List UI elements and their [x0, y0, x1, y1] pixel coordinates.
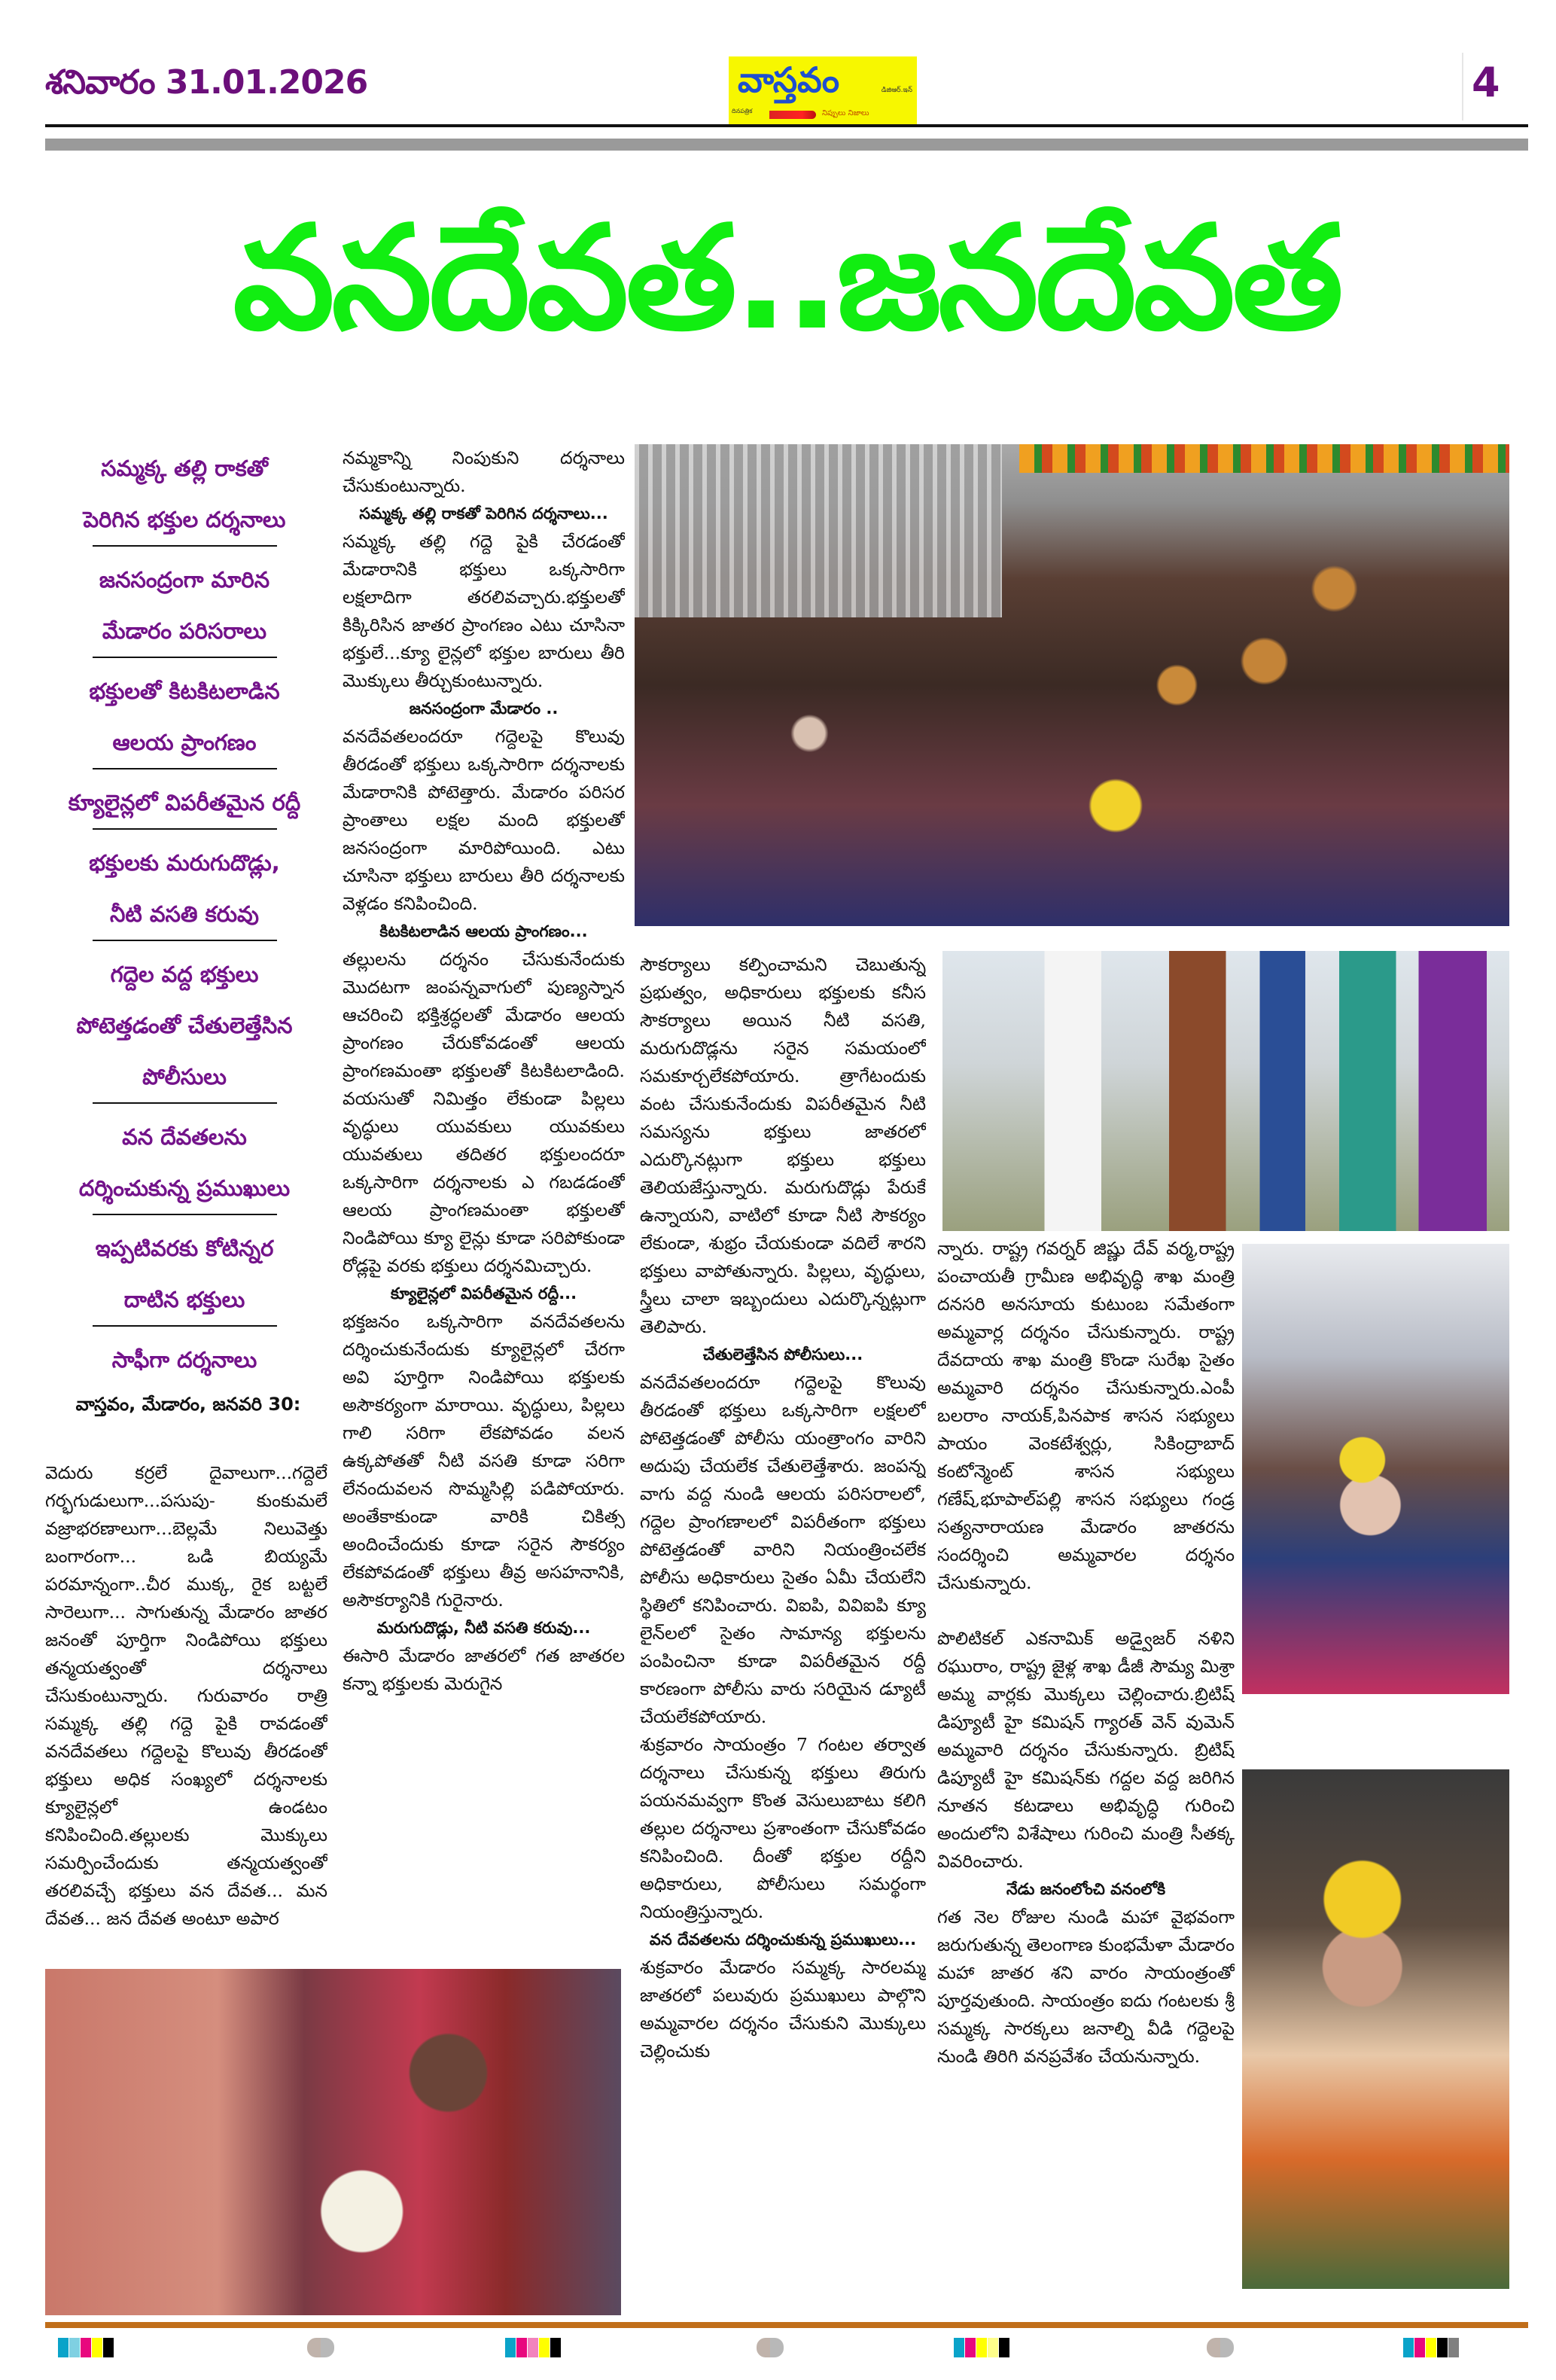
- highlight-line: మేడారం పరిసరాలు: [102, 618, 267, 644]
- color-swatch: [976, 2338, 987, 2357]
- color-swatch: [103, 2338, 114, 2357]
- highlight-divider: [93, 1214, 277, 1215]
- color-swatch: [58, 2338, 69, 2357]
- highlight-divider: [93, 768, 277, 769]
- highlight-line: సమ్మక్క తల్లి రాకతో: [101, 456, 268, 481]
- logo-registration: డిజిఆర్.ఇన్: [881, 87, 912, 94]
- highlight-item: [45, 443, 324, 550]
- color-swatch: [988, 2338, 998, 2357]
- article-paragraph: శుక్రవారం సాయంత్రం 7 గంటల తర్వాత దర్శనాలు చేసుకున్న భక్తులు తిరుగు పయనమవ్వగా కొంత వెసులుబాటు కలిగి తల్లుల దర్శనాలు ప్రశాంతంగా చేసుకోవడం కనిపించింది. దీంతో భక్తుల రద్దీని అధికారులు, పోలీసులు సమర్థంగా నియంత్రిస్తున్నారు.: [640, 1734, 926, 1922]
- highlight-item: [45, 1111, 324, 1218]
- highlight-item: [45, 1223, 324, 1330]
- highlight-line: గద్దెల వద్ద భక్తులు: [110, 961, 259, 987]
- page-number: 4: [1472, 59, 1500, 106]
- dignitaries-photo: [942, 951, 1509, 1231]
- dateline: వాస్తవం, మేడారం, జనవరి 30:: [75, 1394, 301, 1415]
- highlight-line: ఇప్పటివరకు కోటిన్నర: [95, 1236, 274, 1261]
- color-swatch: [965, 2338, 976, 2357]
- article-column-3: [640, 951, 926, 2318]
- article-subheading: క్యూలైన్లలో విపరీతమైన రద్దీ...: [390, 1284, 577, 1303]
- article-paragraph: పొలిటికల్ ఎకనామిక్ అడ్వైజర్ నళిని రఘురాం, రాష్ట్ర జైళ్ల శాఖ డీజీ సౌమ్య మిశ్రా అమ్మ వార్లకు మొక్కలు చెల్లించారు.బ్రిటిష్ డిప్యూటీ హై కమిషన్ గ్యారత్ వెన్ వుమెన్ అమ్మవారి దర్శనం చేసుకున్నారు. బ్రిటిష్ డిప్యూటీ హై కమిషన్‌కు గద్దల వద్ద జరిగిన నూతన కటడాలు అభివృద్ధి గురించి అందులోని విశేషాలు గురించి మంత్రి సీతక్క వివరించారు.: [937, 1628, 1235, 1872]
- highlight-line: సాఫీగా దర్శనాలు: [111, 1347, 257, 1373]
- highlight-item: [45, 666, 324, 773]
- article-column-1: [45, 1459, 327, 1961]
- color-swatch: [528, 2338, 538, 2357]
- article-subheading: జనసంద్రంగా మేడారం ..: [409, 699, 559, 718]
- color-swatch: [1448, 2338, 1459, 2357]
- article-subheading: సమ్మక్క తల్లి రాకతో పెరిగిన దర్శనాలు...: [359, 504, 608, 523]
- color-swatch: [954, 2338, 964, 2357]
- highlight-line: పోలీసులు: [142, 1064, 227, 1089]
- crowd-photo: [635, 444, 1509, 926]
- page-headline: వనదేవత..జనదేవత: [233, 195, 1341, 361]
- color-swatch: [1426, 2338, 1436, 2357]
- highlight-line: క్యూలైన్లలో విపరీతమైన రద్దీ: [68, 790, 301, 815]
- article-paragraph: శుక్రవారం మేడారం సమ్మక్క సారలమ్మ జాతరలో పలువురు ప్రముఖులు పాల్గొని అమ్మవారల దర్శనం చేసుకుని మొక్కులు చెల్లించుకు: [640, 1957, 926, 2062]
- highlight-line: భక్తులతో కిటకిటలాడిన: [89, 678, 280, 704]
- article-paragraph: సమ్మక్క తల్లి గద్దె పైకి చేరడంతో మేడారానికి భక్తులు ఒక్కసారిగా లక్షలాదిగా తరలివచ్చారు.భక్తులతో కిక్కిరిసిన జాతర ప్రాంగణం ఎటు చూసినా భక్తులే...క్యూ లైన్లలో భక్తుల బారులు తీరి మొక్కులు తీర్చుకుంటున్నారు.: [343, 531, 625, 691]
- color-swatch: [999, 2338, 1009, 2357]
- color-swatch: [1414, 2338, 1425, 2357]
- color-swatch: [1403, 2338, 1414, 2357]
- edition-date: శనివారం 31.01.2026: [45, 63, 368, 102]
- registration-mark: [307, 2338, 334, 2357]
- color-bar: [505, 2338, 562, 2357]
- highlight-divider: [93, 545, 277, 547]
- logo-tagline: నిప్పులు నిజాలు: [822, 109, 869, 117]
- color-swatch: [550, 2338, 561, 2357]
- article-paragraph: న్నారు. రాష్ట్ర గవర్నర్ జిష్ణు దేవ్ వర్మ,రాష్ట్ర పంచాయతీ గ్రామీణ అభివృద్ధి శాఖ మంత్రి దనసరి అనసూయ కుటుంబ సమేతంగా అమ్మవార్ల దర్శనం చేసుకున్నారు. రాష్ట్ర దేవదాయ శాఖ మంత్రి కొండా సురేఖ సైతం అమ్మవారి దర్శనం చేసుకున్నారు.ఎంపీ బలరాం నాయక్,పినపాక శాసన సభ్యులు పాయం వెంకటేశ్వర్లు, సికింద్రాబాద్ కంటోన్మెంట్ శాసన సభ్యులు గణేష్,భూపాల్‌పల్లి శాసన సభ్యులు గండ్ర సత్యనారాయణ మేడారం జాతరను సందర్శించి అమ్మవారల దర్శనం చేసుకున్నారు.: [937, 1238, 1235, 1593]
- article-column-2: [343, 444, 625, 1950]
- highlight-line: నీటి వసతి కరువు: [110, 901, 259, 927]
- highlight-line: ఆలయ ప్రాంగణం: [112, 730, 257, 755]
- highlight-item: [45, 949, 324, 1107]
- article-paragraph: భక్తజనం ఒక్కసారిగా వనదేవతలను దర్శించుకునేందుకు క్యూలైన్లలో చేరగా అవి పూర్తిగా నిండిపోయి భక్తులకు అసౌకర్యంగా మారాయి. వృద్ధులు, పిల్లలు గాలి సరిగా లేకపోవడం వలన ఉక్కపోతతో నీటి వసతి కూడా సరిగా లేనందువలన సొమ్మసిల్లి పడిపోయారు. అంతేకాకుండా వారికి చికిత్స అందించేందుకు కూడా సరైన సౌకర్యం లేకపోవడంతో భక్తులు తీవ్ర అసహనానికి, అసౌకర్యానికి గురైనారు.: [343, 1311, 625, 1611]
- article-paragraph: వనదేవతలందరూ గద్దెలపై కొలువు తీరడంతో భక్తులు ఒక్కసారిగా దర్శనాలకు మేడారానికి పోటెత్తారు. మేడారం పరిసర ప్రాంతాలు లక్షల మంది భక్తులతో జనసంద్రంగా మారిపోయింది. ఎటు చూసినా భక్తులు బారులు తీరి దర్శనాలకు వెళ్లడం కనిపించింది.: [343, 726, 625, 914]
- header-rule: [45, 124, 1528, 127]
- color-swatch: [539, 2338, 550, 2357]
- highlight-item: [45, 554, 324, 661]
- dignitary-offering-photo: [1242, 1769, 1509, 2289]
- highlights-sidebar: [45, 443, 324, 1376]
- highlight-line: భక్తులకు మరుగుదొడ్లు,: [89, 850, 280, 876]
- color-swatch: [81, 2338, 91, 2357]
- highlight-line: దాటిన భక్తులు: [123, 1287, 245, 1312]
- logo-name: వాస్తవం: [738, 59, 840, 100]
- footer-rule: [45, 2322, 1528, 2328]
- color-swatch: [516, 2338, 527, 2357]
- header-gray-band: [45, 139, 1528, 151]
- highlight-line: పోటెత్తడంతో చేతులెత్తేసిన: [76, 1013, 293, 1038]
- highlight-divider: [93, 1102, 277, 1104]
- article-subheading: మరుగుదొడ్లు, నీటి వసతి కరువు...: [376, 1619, 591, 1637]
- newspaper-logo: [729, 56, 917, 126]
- color-swatch: [505, 2338, 516, 2357]
- highlight-item: [45, 837, 324, 944]
- article-paragraph: వనదేవతలందరూ గద్దెలపై కొలువు తీరడంతో భక్తులు ఒక్కసారిగా లక్షలలో పోటెత్తడంతో పోలీసు యంత్రాంగం వారిని అదుపు చేయలేక చేతులెత్తేశారు. జంపన్న వాగు వద్ద నుండి ఆలయ పరిసరాలలో, గద్దెల ప్రాంగణాలలో విపరీతంగా భక్తులు పోటెత్తడంతో వారిని నియంత్రించలేక పోలీసు అధికారులు సైతం ఏమీ చేయలేని స్థితిలో కనిపించారు. విఐపి, వివిఐపి క్యూ లైన్‌లలో సైతం సామాన్య భక్తులను పంపించినా కూడా విపరీతమైన రద్దీ కారణంగా పోలీసు వారు సరియైన డ్యూటీ చేయలేకపోయారు.: [640, 1372, 926, 1727]
- fence-graphic: [635, 444, 1002, 617]
- highlight-line: దర్శించుకున్న ప్రముఖులు: [78, 1175, 291, 1201]
- article-subheading: కిటకిటలాడిన ఆలయ ప్రాంగణం...: [379, 922, 588, 940]
- color-bar: [58, 2338, 114, 2357]
- dignitary-helmet-photo: [1242, 1244, 1509, 1694]
- article-subheading: వన దేవతలను దర్శించుకున్న ప్రముఖులు...: [649, 1931, 917, 1949]
- article-subheading: చేతులెత్తేసిన పోలీసులు...: [702, 1345, 863, 1364]
- garland-graphic: [1019, 444, 1509, 473]
- ritual-photo: [45, 1969, 621, 2315]
- registration-mark: [1207, 2338, 1234, 2357]
- article-paragraph: సౌకర్యాలు కల్పించామని చెబుతున్న ప్రభుత్వం, అధికారులు భక్తులకు కనీస సౌకర్యాలు అయిన నీటి వసతి, మరుగుదొడ్లను సరైన సమయంలో సమకూర్చలేకపోయారు. త్రాగేటందుకు వంట చేసుకునేందుకు విపరీతమైన నీటి సమస్యను భక్తులు జాతరలో ఎదుర్కొనట్లుగా భక్తులు భక్తులు తెలియజేస్తున్నారు. మరుగుదొడ్లు పేరుకే ఉన్నాయని, వాటిలో కూడా నీటి సౌకర్యం లేకుండా, శుభ్రం చేయకుండా వదిలే శారని భక్తులు వాపోతున్నారు. పిల్లలు, వృద్ధులు, స్త్రీలు చాలా ఇబ్బందులు ఎదుర్కొన్నట్లుగా తెలిపారు.: [640, 954, 926, 1337]
- highlight-divider: [93, 1325, 277, 1327]
- highlight-divider: [93, 657, 277, 658]
- highlight-divider: [93, 940, 277, 941]
- highlight-line: పెరిగిన భక్తుల దర్శనాలు: [83, 507, 286, 532]
- color-bar: [1403, 2338, 1460, 2357]
- highlight-divider: [93, 828, 277, 830]
- article-column-4: [937, 1235, 1235, 2318]
- highlight-line: వన దేవతలను: [122, 1124, 247, 1150]
- logo-small-text: దినపత్రిక: [732, 108, 753, 114]
- article-paragraph: వెదురు కర్రలే దైవాలుగా...గద్దెలే గర్భగుడులుగా...పసుపు- కుంకుమలే వజ్రాభరణాలుగా...బెల్లమే నిలువెత్తు బంగారంగా... ఒడి బియ్యమే పరమాన్నంగా..చీర ముక్క, రైక బట్టలే సారెలుగా... సాగుతున్న మేడారం జాతర జనంతో పూర్తిగా నిండిపోయి భక్తులు తన్మయత్వంతో దర్శనాలు చేసుకుంటున్నారు. గురువారం రాత్రి సమ్మక్క తల్లి గద్దె పైకి రావడంతో వనదేవతలు గద్దెలపై కొలువు తీరడంతో భక్తులు అధిక సంఖ్యలో దర్శనాలకు క్యూలైన్లలో ఉండటం కనిపించింది.తల్లులకు మొక్కులు సమర్పించేందుకు తన్మయత్వంతో తరలివచ్చే భక్తులు వన దేవత... మన దేవత... జన దేవత అంటూ అపార: [45, 1462, 327, 1929]
- header-divider: [1462, 53, 1463, 120]
- highlight-item: [45, 1334, 324, 1376]
- paragraph-spacer: [937, 1597, 1235, 1625]
- article-paragraph: తల్లులను దర్శనం చేసుకునేందుకు మొదటగా జంపన్నవాగులో పుణ్యస్నాన ఆచరించి భక్తిశ్రద్ధలతో మేడారం ఆలయ ప్రాంగణం చేరుకోవడంతో ఆలయ ప్రాంగణమంతా భక్తులతో కిటకిటలాడింది. వయసుతో నిమిత్తం లేకుండా పిల్లలు వృద్ధులు యువకులు యువకులు యువతులు తదితర భక్తులందరూ ఒక్కసారిగా దర్శనాలకు ఎ గబడడంతో ఆలయ ప్రాంగణమంతా భక్తులతో నిండిపోయి క్యూ లైన్లు కూడా సరిపోకుండా రోడ్లపై వరకు భక్తులు దర్శనమిచ్చారు.: [343, 949, 625, 1276]
- color-swatch: [69, 2338, 80, 2357]
- article-paragraph: నమ్మకాన్ని నింపుకుని దర్శనాలు చేసుకుంటున్నారు.: [343, 447, 625, 496]
- pen-icon: [769, 111, 816, 119]
- article-paragraph: ఈసారి మేడారం జాతరలో గత జాతరల కన్నా భక్తులకు మెరుగైన: [343, 1645, 625, 1694]
- highlight-line: జనసంద్రంగా మారిన: [99, 567, 270, 593]
- registration-mark: [757, 2338, 784, 2357]
- color-swatch: [92, 2338, 102, 2357]
- color-bar: [954, 2338, 1010, 2357]
- highlight-item: [45, 777, 324, 833]
- article-paragraph: గత నెల రోజుల నుండి మహా వైభవంగా జరుగుతున్న తెలంగాణ కుంభమేళా మేడారం మహా జాతర శని వారం సాయంత్రంతో పూర్తవుతుంది. సాయంత్రం ఐదు గంటలకు శ్రీ సమ్మక్క సారక్కలు జనాల్ని వీడి గద్దెలపై నుండి తిరిగి వనప్రవేశం చేయనున్నారు.: [937, 1906, 1235, 2067]
- color-swatch: [1437, 2338, 1448, 2357]
- article-subheading: నేడు జనంలోంచి వనంలోకి: [1006, 1880, 1166, 1898]
